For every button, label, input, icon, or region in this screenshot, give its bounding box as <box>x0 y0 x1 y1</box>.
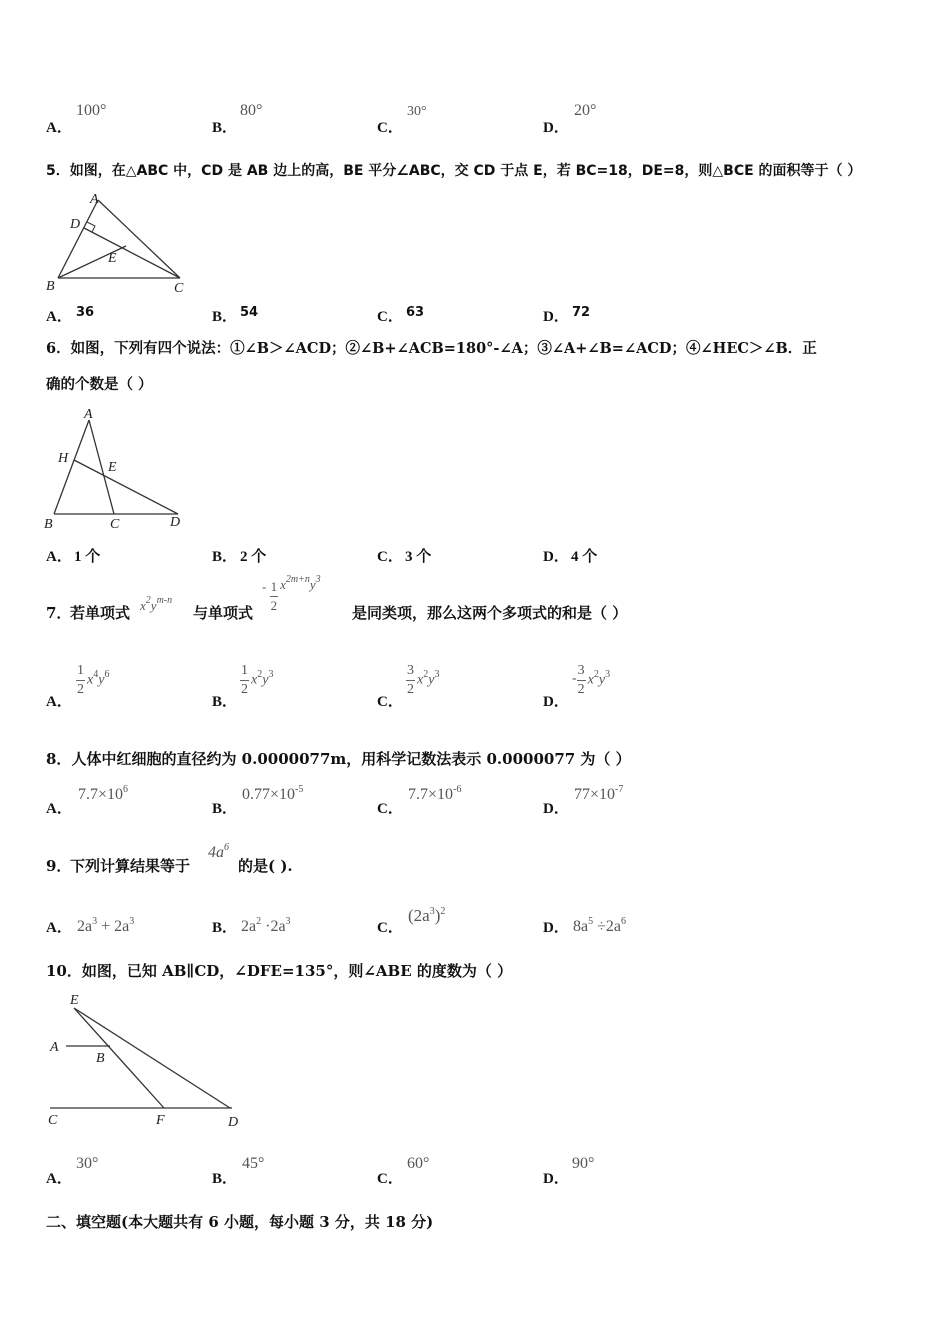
q5-option-a-value: 36 <box>76 305 95 320</box>
q6-figure <box>38 402 198 534</box>
q5-label-a: A <box>90 192 99 207</box>
q6-label-h: H <box>58 451 69 466</box>
q8-option-c-label: C． <box>377 801 403 817</box>
q10-option-c-label: C． <box>377 1171 403 1187</box>
q5-number: 5． <box>46 163 70 179</box>
q8-text: 人体中红细胞的直径约为 0.0000077m，用科学记数法表示 0.0000077 为（ ） <box>71 750 631 768</box>
q8-option-c-value: $7.7\times 10^{-6}$ <box>408 784 462 803</box>
q6-option-a-label: A． <box>46 549 72 565</box>
q8-stem <box>46 750 631 768</box>
q6-label-c: C <box>110 517 120 532</box>
q10-stem <box>46 962 512 980</box>
q6-label-a: A <box>84 407 93 422</box>
q10-number: 10． <box>46 962 82 980</box>
q6-option-d-value: 4 个 <box>571 549 598 565</box>
q10-label-a: A <box>50 1040 59 1055</box>
q5-label-b: B <box>46 279 55 294</box>
q10-label-d: D <box>228 1115 239 1130</box>
q6-text-line1: 如图，下列有四个说法：①∠B＞∠ACD；②∠B+∠ACB=180°-∠A；③∠A+∠B=∠ACD；④∠HEC＞∠B．正 <box>70 340 817 357</box>
q9-option-b-value: $2a^2 \cdot 2a^3$ <box>241 916 291 935</box>
q10-label-c: C <box>48 1113 58 1128</box>
q9-text2: 的是( ). <box>238 857 293 875</box>
q8-option-a-value: $7.7\times 10^6$ <box>78 784 129 803</box>
q5-label-e: E <box>108 251 117 266</box>
q4-option-c-label: C． <box>377 120 403 136</box>
q7-monomial-1: $x^2y^{m-n}$ <box>140 595 173 613</box>
q10-option-d-value: 90° <box>572 1155 595 1172</box>
q7-number: 7． <box>46 604 72 622</box>
q6-label-e: E <box>108 460 117 475</box>
q6-option-b-label: B． <box>212 549 238 565</box>
q6-number: 6． <box>46 340 71 357</box>
q10-label-e: E <box>70 993 79 1008</box>
q5-stem <box>46 162 861 180</box>
q5-text: 如图，在△ABC 中，CD 是 AB 边上的高，BE 平分∠ABC，交 CD 于点 E，若 BC=18，DE=8，则△BCE 的面积等于（ ） <box>69 163 862 179</box>
q10-option-a-value: 30° <box>76 1155 99 1172</box>
q4-option-d-value: 20° <box>574 102 597 119</box>
q7-text3: 是同类项，那么这两个多项式的和是（ ） <box>352 604 628 622</box>
q7-text2: 与单项式 <box>193 604 254 622</box>
q6-label-d: D <box>170 515 181 530</box>
q10-label-b: B <box>96 1051 105 1066</box>
q7-option-c-label: C． <box>377 694 403 710</box>
q7-option-a-label: A． <box>46 694 72 710</box>
q9-number: 9． <box>46 857 72 875</box>
q4-option-c-value: 30° <box>407 104 427 119</box>
q4-option-b-label: B． <box>212 120 238 136</box>
q5-label-c: C <box>174 281 184 294</box>
q6-option-c-label: C． <box>377 549 403 565</box>
q6-option-b-value: 2 个 <box>240 549 267 565</box>
q10-text: 如图，已知 AB∥CD，∠DFE=135°，则∠ABE 的度数为（ ） <box>81 962 513 980</box>
q7-option-d-label: D． <box>543 694 569 710</box>
q8-option-a-label: A． <box>46 801 72 817</box>
q7-option-b-value: $\frac{1}{2}$ $x^2y^3$ <box>241 663 274 697</box>
q10-option-d-label: D． <box>543 1171 569 1187</box>
q5-figure <box>40 188 200 294</box>
q10-option-b-value: 45° <box>242 1155 265 1172</box>
q7-option-a-value: $\frac{1}{2}$ $x^4y^6$ <box>77 663 110 697</box>
q8-option-d-value: $77\times 10^{-7}$ <box>574 784 624 803</box>
q9-target-expression: $4a^6$ <box>208 842 229 861</box>
q9-option-d-value: $8a^5 \div 2a^6$ <box>573 916 626 935</box>
q5-option-d-value: 72 <box>572 305 591 320</box>
q4-option-a-value: 100° <box>76 102 107 119</box>
q6-option-a-value: 1 个 <box>74 549 101 565</box>
q7-text1: 若单项式 <box>70 604 131 622</box>
q6-option-d-label: D． <box>543 549 569 565</box>
section2-heading: 二、填空题(本大题共有 6 小题，每小题 3 分，共 18 分) <box>46 1213 434 1231</box>
q5-option-d-label: D． <box>543 309 569 325</box>
q5-option-c-label: C． <box>377 309 403 325</box>
q4-option-d-label: D． <box>543 120 569 136</box>
q4-option-b-value: 80° <box>240 102 263 119</box>
q10-label-f: F <box>156 1113 165 1128</box>
q10-figure <box>40 988 250 1132</box>
q8-option-b-value: $0.77\times 10^{-5}$ <box>242 784 304 803</box>
q7-option-d-value: - $\frac{3}{2}$ $x^2y^3$ <box>572 663 611 697</box>
q5-option-a-label: A． <box>46 309 72 325</box>
q6-stem-line1 <box>46 340 817 358</box>
q6-label-b: B <box>44 517 53 532</box>
q5-option-b-label: B． <box>212 309 238 325</box>
q9-option-b-label: B． <box>212 920 238 936</box>
q10-option-a-label: A． <box>46 1171 72 1187</box>
q4-option-a-label: A． <box>46 120 72 136</box>
q9-option-a-label: A． <box>46 920 72 936</box>
q8-option-b-label: B． <box>212 801 238 817</box>
q8-number: 8． <box>46 750 72 768</box>
q10-option-c-value: 60° <box>407 1155 430 1172</box>
q5-option-b-value: 54 <box>240 305 259 320</box>
q6-stem-line2: 确的个数是（ ） <box>46 376 153 393</box>
q9-option-c-label: C． <box>377 920 403 936</box>
q7-option-b-label: B． <box>212 694 238 710</box>
q9-option-d-label: D． <box>543 920 569 936</box>
q9-text1: 下列计算结果等于 <box>70 857 191 875</box>
q8-option-d-label: D． <box>543 801 569 817</box>
q7-option-c-value: $\frac{3}{2}$ $x^2y^3$ <box>407 663 440 697</box>
q7-monomial-2: - $\frac{1}{2}$ $x^{2m+n}y^3$ <box>262 574 321 613</box>
q5-option-c-value: 63 <box>406 305 425 320</box>
q5-label-d: D <box>70 217 81 232</box>
q9-option-a-value: $2a^3 + 2a^3$ <box>77 916 135 935</box>
q6-option-c-value: 3 个 <box>405 549 432 565</box>
q10-option-b-label: B． <box>212 1171 238 1187</box>
q9-option-c-value: $(2a^3)^2$ <box>408 906 446 925</box>
